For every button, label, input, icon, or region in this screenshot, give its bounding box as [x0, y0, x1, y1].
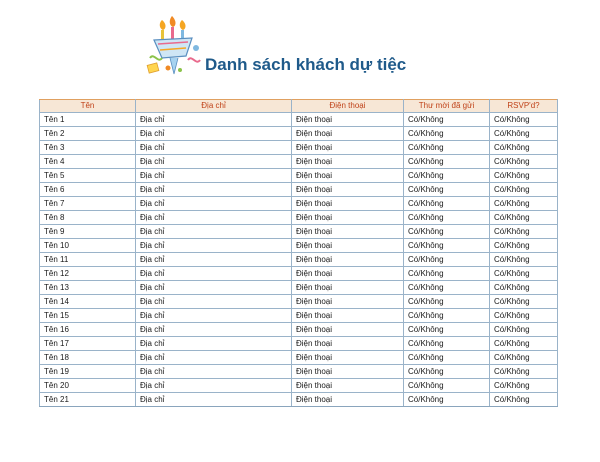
- cell-invitation-sent[interactable]: Có/Không: [404, 141, 490, 155]
- cell-rsvp[interactable]: Có/Không: [490, 127, 558, 141]
- table-row: [40, 197, 558, 211]
- table-row: [40, 239, 558, 253]
- cell-phone[interactable]: Điện thoại: [292, 253, 404, 267]
- cell-rsvp[interactable]: Có/Không: [490, 267, 558, 281]
- cell-address[interactable]: Địa chỉ: [136, 239, 292, 253]
- cell-invitation-sent[interactable]: Có/Không: [404, 393, 490, 407]
- table-row: [40, 169, 558, 183]
- cell-phone[interactable]: Điện thoại: [292, 351, 404, 365]
- cell-rsvp[interactable]: Có/Không: [490, 141, 558, 155]
- cell-invitation-sent[interactable]: Có/Không: [404, 239, 490, 253]
- cell-address[interactable]: Địa chỉ: [136, 197, 292, 211]
- cell-phone[interactable]: Điện thoại: [292, 141, 404, 155]
- table-row: [40, 225, 558, 239]
- cell-rsvp[interactable]: Có/Không: [490, 239, 558, 253]
- cell-invitation-sent[interactable]: Có/Không: [404, 323, 490, 337]
- cell-phone[interactable]: Điện thoại: [292, 211, 404, 225]
- cell-address[interactable]: Địa chỉ: [136, 169, 292, 183]
- cell-name[interactable]: Tên 17: [40, 337, 136, 351]
- table-row: [40, 309, 558, 323]
- cell-name[interactable]: Tên 19: [40, 365, 136, 379]
- cell-invitation-sent[interactable]: Có/Không: [404, 379, 490, 393]
- header-name: Tên: [40, 100, 136, 113]
- cell-rsvp[interactable]: Có/Không: [490, 309, 558, 323]
- cell-phone[interactable]: Điện thoại: [292, 393, 404, 407]
- header-address: Địa chỉ: [136, 100, 292, 113]
- cell-rsvp[interactable]: Có/Không: [490, 253, 558, 267]
- table-row: [40, 351, 558, 365]
- cell-rsvp[interactable]: Có/Không: [490, 379, 558, 393]
- cell-address[interactable]: Địa chỉ: [136, 337, 292, 351]
- cell-address[interactable]: Địa chỉ: [136, 309, 292, 323]
- cell-phone[interactable]: Điện thoại: [292, 197, 404, 211]
- cell-address[interactable]: Địa chỉ: [136, 155, 292, 169]
- cell-address[interactable]: Địa chỉ: [136, 183, 292, 197]
- cell-rsvp[interactable]: Có/Không: [490, 337, 558, 351]
- cell-name[interactable]: Tên 10: [40, 239, 136, 253]
- cell-invitation-sent[interactable]: Có/Không: [404, 225, 490, 239]
- cell-address[interactable]: Địa chỉ: [136, 365, 292, 379]
- cell-name[interactable]: Tên 18: [40, 351, 136, 365]
- cell-address[interactable]: Địa chỉ: [136, 141, 292, 155]
- cell-invitation-sent[interactable]: Có/Không: [404, 309, 490, 323]
- cell-phone[interactable]: Điện thoại: [292, 113, 404, 127]
- guest-table: [39, 99, 558, 407]
- cell-address[interactable]: Địa chỉ: [136, 267, 292, 281]
- cell-rsvp[interactable]: Có/Không: [490, 323, 558, 337]
- table-row: [40, 267, 558, 281]
- header-rsvp: RSVP'd?: [490, 100, 558, 113]
- cell-invitation-sent[interactable]: Có/Không: [404, 365, 490, 379]
- cell-rsvp[interactable]: Có/Không: [490, 295, 558, 309]
- cell-name[interactable]: Tên 1: [40, 113, 136, 127]
- cell-address[interactable]: Địa chỉ: [136, 253, 292, 267]
- cell-invitation-sent[interactable]: Có/Không: [404, 337, 490, 351]
- table-header-row: [40, 100, 558, 113]
- cell-name[interactable]: Tên 21: [40, 393, 136, 407]
- table-row: [40, 253, 558, 267]
- table-row: [40, 337, 558, 351]
- cell-name[interactable]: Tên 8: [40, 211, 136, 225]
- header-phone: Điện thoại: [292, 100, 404, 113]
- table-row: [40, 211, 558, 225]
- cell-name[interactable]: Tên 4: [40, 155, 136, 169]
- table-row: [40, 141, 558, 155]
- table-row: [40, 379, 558, 393]
- cell-invitation-sent[interactable]: Có/Không: [404, 351, 490, 365]
- cell-rsvp[interactable]: Có/Không: [490, 113, 558, 127]
- cell-address[interactable]: Địa chỉ: [136, 127, 292, 141]
- cell-invitation-sent[interactable]: Có/Không: [404, 211, 490, 225]
- table-row: [40, 183, 558, 197]
- cell-phone[interactable]: Điện thoại: [292, 225, 404, 239]
- cell-phone[interactable]: Điện thoại: [292, 295, 404, 309]
- cell-phone[interactable]: Điện thoại: [292, 309, 404, 323]
- table-row: [40, 113, 558, 127]
- cell-name[interactable]: Tên 7: [40, 197, 136, 211]
- cell-rsvp[interactable]: Có/Không: [490, 155, 558, 169]
- cell-invitation-sent[interactable]: Có/Không: [404, 281, 490, 295]
- table-row: [40, 155, 558, 169]
- cell-address[interactable]: Địa chỉ: [136, 323, 292, 337]
- cell-invitation-sent[interactable]: Có/Không: [404, 183, 490, 197]
- table-row: [40, 393, 558, 407]
- cell-name[interactable]: Tên 15: [40, 309, 136, 323]
- cell-name[interactable]: Tên 11: [40, 253, 136, 267]
- cell-name[interactable]: Tên 20: [40, 379, 136, 393]
- cell-address[interactable]: Địa chỉ: [136, 379, 292, 393]
- cell-phone[interactable]: Điện thoại: [292, 169, 404, 183]
- cell-name[interactable]: Tên 2: [40, 127, 136, 141]
- cell-name[interactable]: Tên 5: [40, 169, 136, 183]
- cell-name[interactable]: Tên 6: [40, 183, 136, 197]
- cell-phone[interactable]: Điện thoại: [292, 239, 404, 253]
- cell-phone[interactable]: Điện thoại: [292, 323, 404, 337]
- table-row: [40, 323, 558, 337]
- header-invitation-sent: Thư mời đã gửi: [404, 100, 490, 113]
- cell-invitation-sent[interactable]: Có/Không: [404, 197, 490, 211]
- cell-address[interactable]: Địa chỉ: [136, 281, 292, 295]
- cell-rsvp[interactable]: Có/Không: [490, 351, 558, 365]
- cell-address[interactable]: Địa chỉ: [136, 393, 292, 407]
- party-candles-icon: [140, 12, 210, 82]
- cell-invitation-sent[interactable]: Có/Không: [404, 127, 490, 141]
- cell-phone[interactable]: Điện thoại: [292, 183, 404, 197]
- cell-address[interactable]: Địa chỉ: [136, 351, 292, 365]
- page-title: Danh sách khách dự tiệc: [205, 55, 407, 74]
- cell-phone[interactable]: Điện thoại: [292, 127, 404, 141]
- cell-invitation-sent[interactable]: Có/Không: [404, 169, 490, 183]
- cell-rsvp[interactable]: Có/Không: [490, 211, 558, 225]
- cell-phone[interactable]: Điện thoại: [292, 365, 404, 379]
- table-row: [40, 127, 558, 141]
- cell-phone[interactable]: Điện thoại: [292, 155, 404, 169]
- cell-phone[interactable]: Điện thoại: [292, 337, 404, 351]
- cell-invitation-sent[interactable]: Có/Không: [404, 267, 490, 281]
- cell-name[interactable]: Tên 9: [40, 225, 136, 239]
- cell-phone[interactable]: Điện thoại: [292, 379, 404, 393]
- guest-table-body: [40, 113, 558, 407]
- cell-invitation-sent[interactable]: Có/Không: [404, 253, 490, 267]
- cell-rsvp[interactable]: Có/Không: [490, 281, 558, 295]
- table-row: [40, 295, 558, 309]
- cell-rsvp[interactable]: Có/Không: [490, 183, 558, 197]
- cell-address[interactable]: Địa chỉ: [136, 225, 292, 239]
- cell-phone[interactable]: Điện thoại: [292, 281, 404, 295]
- cell-address[interactable]: Địa chỉ: [136, 295, 292, 309]
- cell-rsvp[interactable]: Có/Không: [490, 197, 558, 211]
- cell-rsvp[interactable]: Có/Không: [490, 393, 558, 407]
- cell-name[interactable]: Tên 13: [40, 281, 136, 295]
- cell-address[interactable]: Địa chỉ: [136, 211, 292, 225]
- cell-rsvp[interactable]: Có/Không: [490, 365, 558, 379]
- cell-rsvp[interactable]: Có/Không: [490, 169, 558, 183]
- cell-name[interactable]: Tên 16: [40, 323, 136, 337]
- cell-invitation-sent[interactable]: Có/Không: [404, 295, 490, 309]
- cell-name[interactable]: Tên 14: [40, 295, 136, 309]
- cell-rsvp[interactable]: Có/Không: [490, 225, 558, 239]
- cell-phone[interactable]: Điện thoại: [292, 267, 404, 281]
- cell-name[interactable]: Tên 12: [40, 267, 136, 281]
- table-row: [40, 365, 558, 379]
- cell-invitation-sent[interactable]: Có/Không: [404, 155, 490, 169]
- table-row: [40, 281, 558, 295]
- cell-name[interactable]: Tên 3: [40, 141, 136, 155]
- cell-invitation-sent[interactable]: Có/Không: [404, 113, 490, 127]
- cell-address[interactable]: Địa chỉ: [136, 113, 292, 127]
